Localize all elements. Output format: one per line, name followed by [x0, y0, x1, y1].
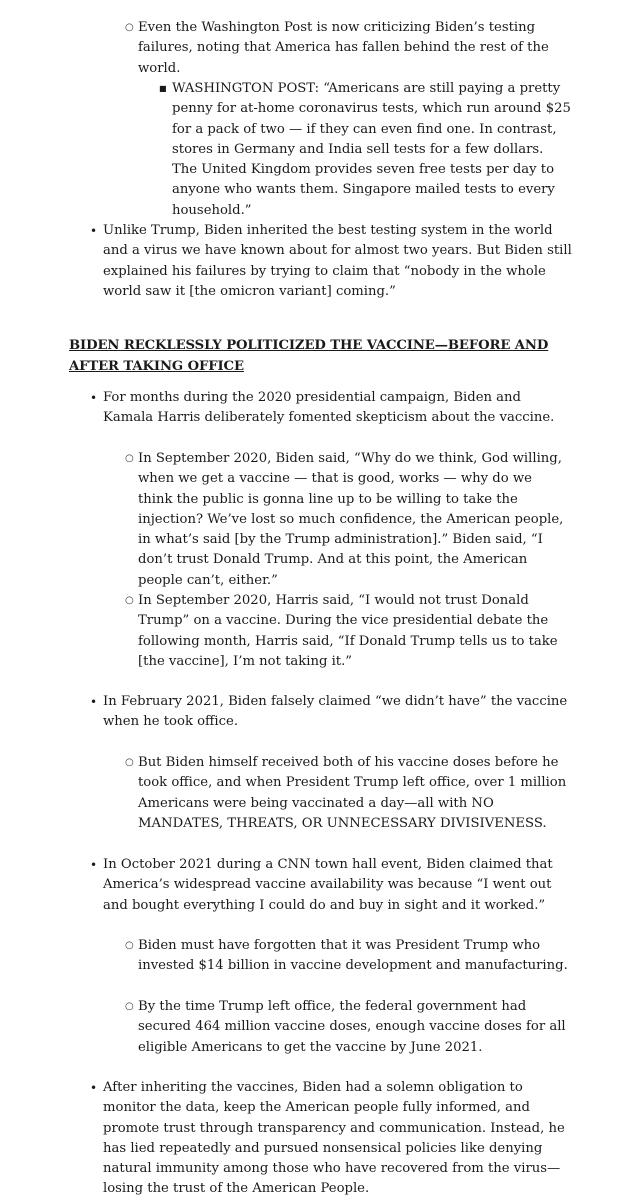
list-item: [125, 753, 570, 834]
disc-bullet-icon: •: [90, 391, 98, 405]
list-item: [125, 997, 570, 1058]
section-heading: BIDEN RECKLESSLY POLITICIZED THE VACCINE—BEFORE AND AFTER TAKING OFFICE: [69, 338, 549, 374]
list-item: [125, 449, 570, 591]
square-bullet-icon: ■: [159, 84, 167, 93]
list-item: [125, 18, 570, 79]
disc-bullet-icon: •: [90, 1081, 98, 1095]
list-item: [90, 1078, 573, 1200]
list-item: [125, 936, 570, 977]
list-item: [90, 692, 573, 733]
item-text: For months during the 2020 presidential campaign, Biden and Kamala Harris deliberately fomented skepticism about the vaccine.: [103, 390, 555, 426]
item-text: By the time Trump left office, the federal government had secured 464 million vaccine doses, enough vaccine doses for all eligible Americans to get the vaccine by June 2021.: [138, 999, 566, 1055]
circle-bullet-icon: ○: [125, 757, 134, 768]
item-text: WASHINGTON POST: “Americans are still paying a pretty penny for at-home coronavirus tests, which run around $25 for a pack of two — if they can even find one. In contrast, stores in Germany and India sell tests for a few dollars. The United Kingdom provides seven free tests per day to anyone who wants them. Singapore mailed tests to every household.”: [172, 81, 571, 218]
item-text: But Biden himself received both of his vaccine doses before he took office, and when President Trump left office, over 1 million Americans were being vaccinated a day—all with NO MANDATES, THREATS, OR UNNECESSARY DIVISIVENESS.: [138, 755, 567, 831]
item-text: Even the Washington Post is now criticizing Biden’s testing failures, noting that America has fallen behind the rest of the world.: [138, 20, 549, 76]
disc-bullet-icon: •: [90, 224, 98, 238]
item-text: In September 2020, Biden said, “Why do we think, God willing, when we get a vaccine — that is good, works — why do we think the public is gonna line up to be willing to take the injection? We’ve lost so much confidence, the American people, in what’s said [by the Trump administration].” Biden said, “I don’t trust Donald Trump. And at this point, the American people can’t, either.”: [138, 451, 564, 588]
item-text: In October 2021 during a CNN town hall event, Biden claimed that America’s widespread vaccine availability was because “I went out and bought everything I could do and buy in sight and it worked.”: [103, 857, 553, 913]
item-text: After inheriting the vaccines, Biden had a solemn obligation to monitor the data, keep the American people fully informed, and promote trust through transparency and communication. Instead, he has lied repeatedly and pursued nonsensical policies like denying natural immunity among those who have recovered from the virus—losing the trust of the American People.: [103, 1080, 565, 1197]
item-text: In February 2021, Biden falsely claimed “we didn’t have” the vaccine when he took office.: [103, 694, 568, 730]
list-item: [159, 79, 572, 221]
circle-bullet-icon: ○: [125, 1001, 134, 1012]
circle-bullet-icon: ○: [125, 22, 134, 33]
disc-bullet-icon: •: [90, 858, 98, 872]
list-item: [90, 855, 573, 916]
circle-bullet-icon: ○: [125, 453, 134, 464]
item-text: Biden must have forgotten that it was President Trump who invested $14 billion in vaccine development and manufacturing.: [138, 938, 568, 974]
list-item: [125, 591, 570, 672]
item-text: Unlike Trump, Biden inherited the best testing system in the world and a virus we have known about for almost two years. But Biden still explained his failures by trying to claim that “nobody in the whole world saw it [the omicron variant] coming.”: [103, 223, 572, 299]
list-item: [90, 388, 573, 429]
disc-bullet-icon: •: [90, 695, 98, 709]
list-item: [90, 221, 573, 302]
circle-bullet-icon: ○: [125, 940, 134, 951]
circle-bullet-icon: ○: [125, 595, 134, 606]
item-text: In September 2020, Harris said, “I would not trust Donald Trump” on a vaccine. During the vice presidential debate the following month, Harris said, “If Donald Trump tells us to take [the vaccine], I’m not taking it.”: [138, 593, 558, 669]
